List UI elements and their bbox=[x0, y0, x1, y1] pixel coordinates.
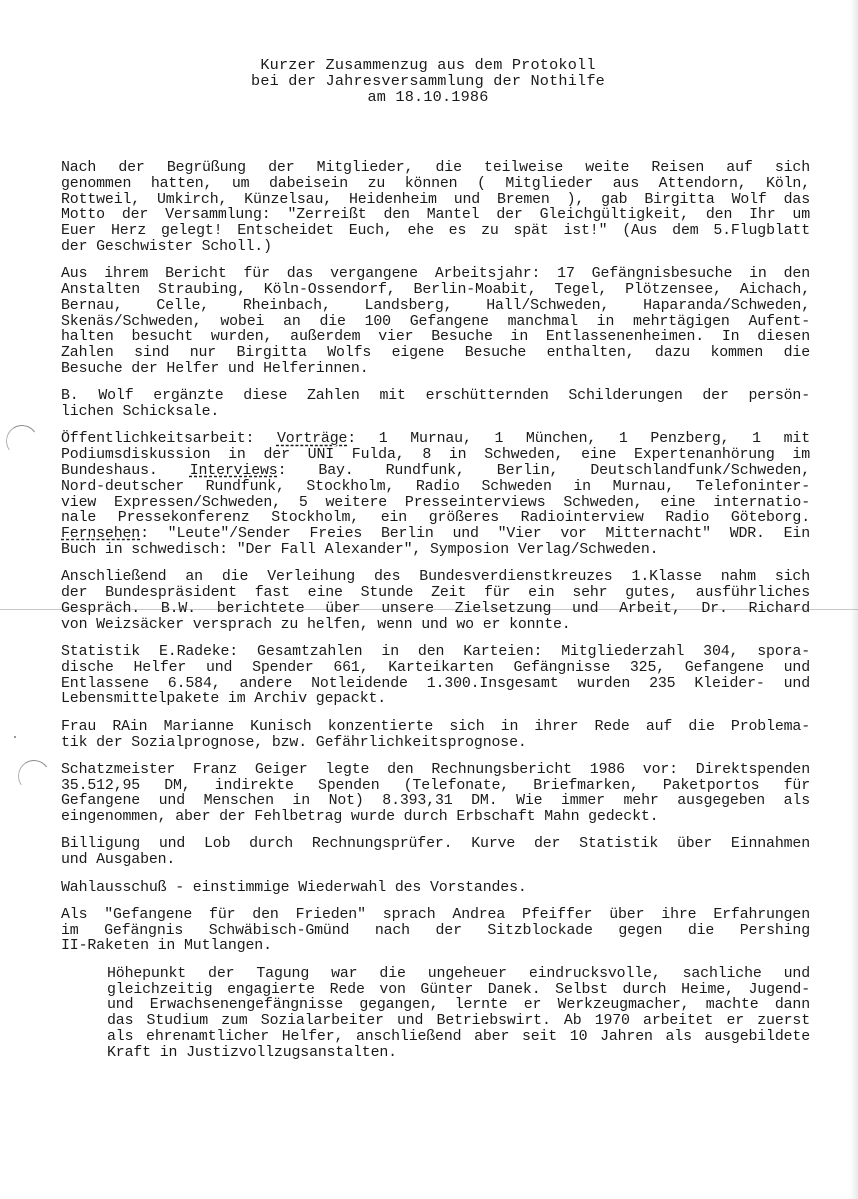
text-line: als ehrenamtlicher Helfer, anschließend aber seit 10 Jahren als ausgebildete bbox=[107, 1028, 810, 1045]
text-line: Lebensmittelpakete im Archiv gepackt. bbox=[61, 691, 387, 708]
text-line: Skenäs/Schweden, wobei an die 100 Gefangene manchmal in mehrtägigen Aufent- bbox=[61, 313, 810, 330]
text-line: Öffentlichkeitsarbeit: Vorträge: 1 Murnau, 1 München, 1 Penzberg, 1 mit bbox=[61, 431, 810, 448]
text-line: eingenommen, aber der Fehlbetrag wurde durch Erbschaft Mahn gedeckt. bbox=[61, 809, 659, 826]
text-line: Nord-deutscher Rundfunk, Stockholm, Radio Schweden in Murnau, Telefoninter- bbox=[61, 478, 810, 495]
text-line: genommen hatten, um dabeisein zu können ( Mitglieder aus Attendorn, Köln, bbox=[61, 175, 810, 192]
title-line-3: am 18.10.1986 bbox=[367, 88, 489, 106]
text-line: Höhepunkt der Tagung war die ungeheuer eindrucksvolle, sachliche und bbox=[107, 965, 810, 982]
paragraph bbox=[61, 570, 810, 633]
underlined-term: Fernsehen bbox=[61, 526, 141, 543]
paragraph bbox=[61, 837, 810, 869]
page-edge-shadow bbox=[850, 0, 858, 1199]
punch-hole-mark bbox=[15, 757, 52, 794]
text-line: der Geschwister Scholl.) bbox=[61, 238, 272, 255]
paragraph bbox=[61, 881, 810, 897]
title-line-2: bei der Jahresversammlung der Nothilfe bbox=[251, 72, 605, 90]
text-line: lichen Schicksale. bbox=[61, 404, 220, 421]
text-line: Besuche der Helfer und Helferinnen. bbox=[61, 361, 369, 378]
underlined-term: Vorträge bbox=[276, 431, 348, 448]
text-line: II-Raketen in Mutlangen. bbox=[61, 938, 272, 955]
text-line: Frau RAin Marianne Kunisch konzentierte sich in ihrer Rede auf die Problema- bbox=[61, 718, 810, 735]
document-body bbox=[61, 161, 810, 1073]
paragraph bbox=[61, 967, 810, 1062]
paragraph bbox=[61, 720, 810, 752]
paragraph bbox=[61, 432, 810, 558]
text-line: im Gefängnis Schwäbisch-Gmünd nach der Sitzblockade gegen die Pershing bbox=[61, 922, 810, 939]
text-line: und Ausgaben. bbox=[61, 852, 176, 869]
text-line: Aus ihrem Bericht für das vergangene Arbeitsjahr: 17 Gefängnisbesuche in den bbox=[61, 266, 810, 283]
paragraph bbox=[61, 645, 810, 708]
text-line: Euer Herz gelegt! Entscheidet Euch, ehe es zu spät ist!" (Aus dem 5.Flugblatt bbox=[61, 223, 810, 240]
text-line: Bundeshaus. Interviews: Bay. Rundfunk, Berlin, Deutschlandfunk/Schweden, bbox=[61, 463, 810, 480]
text-line: 35.512,95 DM, indirekte Spenden (Telefonate, Briefmarken, Paketportos für bbox=[61, 777, 810, 794]
punch-hole-mark bbox=[3, 422, 40, 459]
text-line: tik der Sozialprognose, bzw. Gefährlichkeitsprognose. bbox=[61, 734, 527, 751]
text-line: gleichzeitig engagierte Rede von Günter Danek. Selbst durch Heime, Jugend- bbox=[107, 981, 810, 998]
text-line: halten besucht wurden, außerdem vier Besuche in Entlassenenheimen. In diesen bbox=[61, 329, 810, 346]
underlined-term: Interviews bbox=[189, 463, 278, 480]
text-line: Wahlausschuß - einstimmige Wiederwahl des Vorstandes. bbox=[61, 879, 527, 896]
text-line: B. Wolf ergänzte diese Zahlen mit erschütternden Schilderungen der persön- bbox=[61, 388, 810, 405]
text-line: das Studium zum Sozialarbeiter und Betriebswirt. Ab 1970 arbeitet er zuerst bbox=[107, 1013, 810, 1030]
text-line: Rottweil, Umkirch, Künzelsau, Heidenheim und Bremen ), gab Birgitta Wolf das bbox=[61, 191, 810, 208]
text-line: Buch in schwedisch: "Der Fall Alexander", Symposion Verlag/Schweden. bbox=[61, 542, 659, 559]
title-line-1: Kurzer Zusammenzug aus dem Protokoll bbox=[260, 56, 596, 74]
text-line: Podiumsdiskussion in der UNI Fulda, 8 in Schweden, eine Expertenanhörung im bbox=[61, 447, 810, 464]
text-line: von Weizsäcker versprach zu helfen, wenn und wo er konnte. bbox=[61, 616, 571, 633]
text-line: Entlassene 6.584, andere Notleidende 1.300.Insgesamt wurden 235 Kleider- und bbox=[61, 675, 810, 692]
paragraph bbox=[61, 389, 810, 421]
text-line: Fernsehen: "Leute"/Sender Freies Berlin und "Vier vor Mitternacht" WDR. Ein bbox=[61, 526, 810, 543]
text-line: view Expressen/Schweden, 5 weitere Presseinterviews Schweden, eine internatio- bbox=[61, 494, 810, 511]
paragraph bbox=[61, 908, 810, 955]
text-line: Nach der Begrüßung der Mitglieder, die teilweise weite Reisen auf sich bbox=[61, 160, 810, 176]
text-line: Gefangene und Menschen in Not) 8.393,31 DM. Wie immer mehr ausgegeben als bbox=[61, 793, 810, 810]
text-line: der Bundespräsident fast eine Stunde Zeit für ein sehr gutes, ausführliches bbox=[61, 585, 810, 602]
paper-speck bbox=[14, 736, 16, 738]
text-line: Statistik E.Radeke: Gesamtzahlen in den Karteien: Mitgliederzahl 304, spora- bbox=[61, 644, 810, 661]
text-line: Zahlen sind nur Birgitta Wolfs eigene Besuche enthalten, dazu kommen die bbox=[61, 345, 810, 362]
text-line: Gespräch. B.W. berichtete über unsere Zielsetzung und Arbeit, Dr. Richard bbox=[61, 600, 810, 617]
text-line: Kraft in Justizvollzugsanstalten. bbox=[107, 1044, 397, 1061]
paragraph bbox=[61, 763, 810, 826]
text-line: Anschließend an die Verleihung des Bundesverdienstkreuzes 1.Klasse nahm sich bbox=[61, 569, 810, 586]
paragraph bbox=[61, 161, 810, 256]
text-line: Als "Gefangene für den Frieden" sprach Andrea Pfeiffer über ihre Erfahrungen bbox=[61, 906, 810, 923]
text-line: Anstalten Straubing, Köln-Ossendorf, Berlin-Moabit, Tegel, Plötzensee, Aichach, bbox=[61, 282, 810, 299]
text-line: Bernau, Celle, Rheinbach, Landsberg, Hall/Schweden, Haparanda/Schweden, bbox=[61, 297, 810, 314]
text-line: Billigung und Lob durch Rechnungsprüfer. Kurve der Statistik über Einnahmen bbox=[61, 836, 810, 853]
text-line: nale Pressekonferenz Stockholm, ein größeres Radiointerview Radio Göteborg. bbox=[61, 510, 810, 527]
document-title bbox=[0, 57, 858, 105]
paragraph bbox=[61, 267, 810, 378]
text-line: und Erwachsenengefängnisse gegangen, lernte er Werkzeugmacher, machte dann bbox=[107, 997, 810, 1014]
text-line: Schatzmeister Franz Geiger legte den Rechnungsbericht 1986 vor: Direktspenden bbox=[61, 761, 810, 778]
text-line: Motto der Versammlung: "Zerreißt den Mantel der Gleichgültigkeit, den Ihr um bbox=[61, 207, 810, 224]
text-line: dische Helfer und Spender 661, Karteikarten Gefängnisse 325, Gefangene und bbox=[61, 659, 810, 676]
